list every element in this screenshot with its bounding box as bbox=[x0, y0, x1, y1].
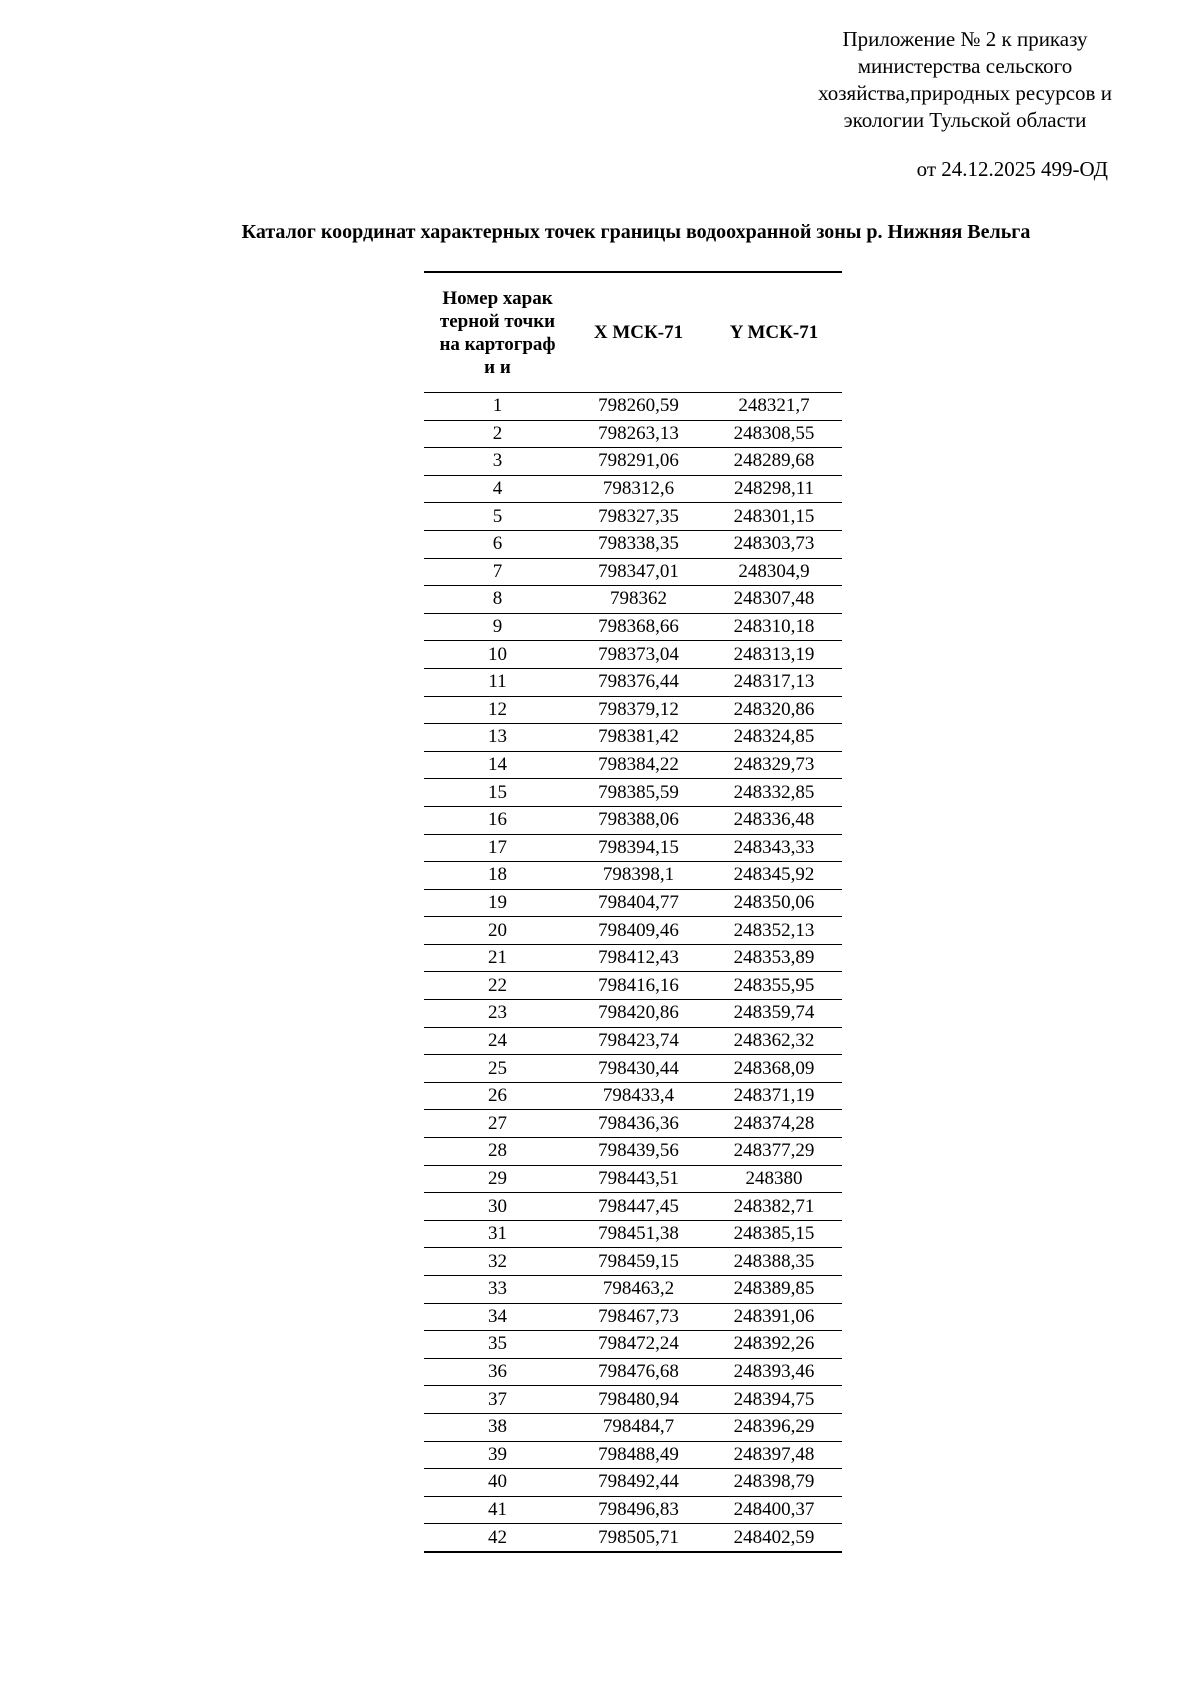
point-number-cell: 36 bbox=[424, 1358, 571, 1386]
point-number-cell: 29 bbox=[424, 1165, 571, 1193]
table-row bbox=[424, 1027, 842, 1055]
appendix-header-line: Приложение № 2 к приказу bbox=[842, 27, 1088, 51]
x-coordinate-cell: 798496,83 bbox=[571, 1496, 706, 1524]
coordinates-table bbox=[424, 271, 842, 1553]
table-row bbox=[424, 1082, 842, 1110]
table-header-row bbox=[424, 272, 842, 393]
y-coordinate-cell: 248368,09 bbox=[706, 1055, 842, 1083]
x-coordinate-cell: 798484,7 bbox=[571, 1413, 706, 1441]
point-number-cell: 34 bbox=[424, 1303, 571, 1331]
table-row bbox=[424, 1220, 842, 1248]
y-coordinate-cell: 248321,7 bbox=[706, 393, 842, 421]
table-row bbox=[424, 1441, 842, 1469]
x-coordinate-cell: 798388,06 bbox=[571, 806, 706, 834]
y-coordinate-cell: 248400,37 bbox=[706, 1496, 842, 1524]
y-coordinate-cell: 248345,92 bbox=[706, 862, 842, 890]
y-coordinate-cell: 248374,28 bbox=[706, 1110, 842, 1138]
point-number-cell: 32 bbox=[424, 1248, 571, 1276]
table-row bbox=[424, 834, 842, 862]
table-row bbox=[424, 889, 842, 917]
table-row bbox=[424, 1248, 842, 1276]
y-coordinate-cell: 248392,26 bbox=[706, 1331, 842, 1359]
x-coordinate-cell: 798439,56 bbox=[571, 1138, 706, 1166]
y-coordinate-cell: 248317,13 bbox=[706, 668, 842, 696]
table-row bbox=[424, 1165, 842, 1193]
table-row bbox=[424, 1110, 842, 1138]
appendix-header-line: экологии Тульской области bbox=[843, 108, 1087, 132]
table-row bbox=[424, 917, 842, 945]
y-coordinate-cell: 248402,59 bbox=[733, 1526, 815, 1548]
x-coordinate-cell: 798463,2 bbox=[571, 1276, 706, 1304]
coordinates-table-body bbox=[424, 393, 842, 1552]
table-row bbox=[424, 1386, 842, 1414]
y-coordinate-cell: 248377,29 bbox=[706, 1138, 842, 1166]
x-coordinate-cell: 798404,77 bbox=[571, 889, 706, 917]
x-coordinate-cell: 798412,43 bbox=[571, 944, 706, 972]
point-number-cell: 41 bbox=[424, 1496, 571, 1524]
table-row bbox=[424, 1000, 842, 1028]
y-coordinate-cell: 248388,35 bbox=[706, 1248, 842, 1276]
x-coordinate-cell: 798394,15 bbox=[571, 834, 706, 862]
x-coordinate-cell: 798416,16 bbox=[571, 972, 706, 1000]
x-coordinate-cell: 798260,59 bbox=[571, 393, 706, 421]
table-row bbox=[424, 1303, 842, 1331]
point-number-cell: 42 bbox=[488, 1526, 507, 1548]
point-number-cell: 20 bbox=[424, 917, 571, 945]
point-number-cell: 3 bbox=[424, 448, 571, 476]
point-number-cell: 35 bbox=[424, 1331, 571, 1359]
x-coordinate-cell: 798420,86 bbox=[571, 1000, 706, 1028]
x-coordinate-cell: 798291,06 bbox=[571, 448, 706, 476]
table-row bbox=[424, 503, 842, 531]
table-row bbox=[424, 1496, 842, 1524]
point-number-cell: 17 bbox=[424, 834, 571, 862]
table-row bbox=[424, 420, 842, 448]
y-coordinate-cell: 248289,68 bbox=[706, 448, 842, 476]
document-title: Каталог координат характерных точек границы водоохранной зоны р. Нижняя Вельга bbox=[241, 221, 1031, 243]
point-number-cell: 16 bbox=[424, 806, 571, 834]
appendix-header-line: хозяйства,природных ресурсов и bbox=[818, 81, 1112, 105]
table-row bbox=[424, 779, 842, 807]
point-number-cell: 24 bbox=[424, 1027, 571, 1055]
appendix-header-line: министерства сельского bbox=[857, 54, 1073, 78]
y-coordinate-cell: 248397,48 bbox=[706, 1441, 842, 1469]
table-row bbox=[424, 862, 842, 890]
table-row bbox=[424, 1276, 842, 1304]
table-row bbox=[424, 558, 842, 586]
y-coordinate-cell: 248304,9 bbox=[706, 558, 842, 586]
table-row bbox=[424, 1055, 842, 1083]
x-coordinate-cell: 798312,6 bbox=[571, 475, 706, 503]
x-coordinate-cell: 798505,71 bbox=[598, 1526, 679, 1548]
table-row bbox=[424, 1413, 842, 1441]
x-coordinate-cell: 798436,36 bbox=[571, 1110, 706, 1138]
point-number-cell: 33 bbox=[424, 1276, 571, 1304]
table-row bbox=[424, 806, 842, 834]
point-number-cell: 4 bbox=[424, 475, 571, 503]
y-coordinate-cell: 248310,18 bbox=[706, 613, 842, 641]
x-coordinate-cell: 798488,49 bbox=[571, 1441, 706, 1469]
x-coordinate-cell: 798451,38 bbox=[571, 1220, 706, 1248]
point-number-cell: 37 bbox=[424, 1386, 571, 1414]
point-number-cell: 9 bbox=[424, 613, 571, 641]
x-coordinate-cell: 798362 bbox=[571, 586, 706, 614]
point-number-cell: 6 bbox=[424, 530, 571, 558]
table-row bbox=[424, 530, 842, 558]
x-coordinate-cell: 798447,45 bbox=[571, 1193, 706, 1221]
x-coordinate-cell: 798379,12 bbox=[571, 696, 706, 724]
y-coordinate-cell: 248307,48 bbox=[706, 586, 842, 614]
y-coordinate-cell: 248391,06 bbox=[706, 1303, 842, 1331]
x-coordinate-cell: 798443,51 bbox=[571, 1165, 706, 1193]
x-coordinate-cell: 798327,35 bbox=[571, 503, 706, 531]
y-coordinate-cell: 248382,71 bbox=[706, 1193, 842, 1221]
table-row bbox=[424, 1524, 842, 1552]
table-row bbox=[424, 668, 842, 696]
y-coordinate-cell: 248396,29 bbox=[706, 1413, 842, 1441]
point-number-cell: 5 bbox=[424, 503, 571, 531]
y-coordinate-cell: 248385,15 bbox=[706, 1220, 842, 1248]
point-number-cell: 8 bbox=[424, 586, 571, 614]
y-coordinate-cell: 248336,48 bbox=[706, 806, 842, 834]
column-header-x: X МСК-71 bbox=[571, 272, 706, 393]
point-number-cell: 22 bbox=[424, 972, 571, 1000]
table-row bbox=[424, 475, 842, 503]
y-coordinate-cell: 248329,73 bbox=[706, 751, 842, 779]
point-number-cell: 23 bbox=[424, 1000, 571, 1028]
y-coordinate-cell: 248320,86 bbox=[706, 696, 842, 724]
table-row bbox=[424, 972, 842, 1000]
table-row bbox=[424, 1331, 842, 1359]
point-number-cell: 27 bbox=[424, 1110, 571, 1138]
point-number-cell: 31 bbox=[424, 1220, 571, 1248]
point-number-cell: 39 bbox=[424, 1441, 571, 1469]
y-coordinate-cell: 248380 bbox=[706, 1165, 842, 1193]
point-number-cell: 1 bbox=[424, 393, 571, 421]
point-number-cell: 19 bbox=[424, 889, 571, 917]
point-number-cell: 18 bbox=[424, 862, 571, 890]
y-coordinate-cell: 248371,19 bbox=[706, 1082, 842, 1110]
point-number-cell: 12 bbox=[424, 696, 571, 724]
y-coordinate-cell: 248313,19 bbox=[706, 641, 842, 669]
x-coordinate-cell: 798338,35 bbox=[571, 530, 706, 558]
y-coordinate-cell: 248353,89 bbox=[706, 944, 842, 972]
y-coordinate-cell: 248398,79 bbox=[706, 1469, 842, 1497]
x-coordinate-cell: 798492,44 bbox=[571, 1469, 706, 1497]
point-number-cell: 15 bbox=[424, 779, 571, 807]
point-number-cell: 25 bbox=[424, 1055, 571, 1083]
y-coordinate-cell: 248332,85 bbox=[706, 779, 842, 807]
table-row bbox=[424, 751, 842, 779]
x-coordinate-cell: 798423,74 bbox=[571, 1027, 706, 1055]
y-coordinate-cell: 248350,06 bbox=[706, 889, 842, 917]
y-coordinate-cell: 248298,11 bbox=[706, 475, 842, 503]
x-coordinate-cell: 798384,22 bbox=[571, 751, 706, 779]
y-coordinate-cell: 248324,85 bbox=[706, 724, 842, 752]
x-coordinate-cell: 798472,24 bbox=[571, 1331, 706, 1359]
table-row bbox=[424, 724, 842, 752]
point-number-cell: 28 bbox=[424, 1138, 571, 1166]
y-coordinate-cell: 248393,46 bbox=[706, 1358, 842, 1386]
x-coordinate-cell: 798459,15 bbox=[571, 1248, 706, 1276]
column-header-point-number: Номер характерной точки на картографи и bbox=[424, 272, 571, 393]
x-coordinate-cell: 798373,04 bbox=[571, 641, 706, 669]
table-row bbox=[424, 448, 842, 476]
x-coordinate-cell: 798433,4 bbox=[571, 1082, 706, 1110]
table-row bbox=[424, 586, 842, 614]
y-coordinate-cell: 248303,73 bbox=[706, 530, 842, 558]
point-number-cell: 10 bbox=[424, 641, 571, 669]
table-row bbox=[424, 641, 842, 669]
x-coordinate-cell: 798398,1 bbox=[571, 862, 706, 890]
x-coordinate-cell: 798409,46 bbox=[571, 917, 706, 945]
x-coordinate-cell: 798480,94 bbox=[571, 1386, 706, 1414]
point-number-cell: 13 bbox=[424, 724, 571, 752]
point-number-cell: 14 bbox=[424, 751, 571, 779]
table-row bbox=[424, 696, 842, 724]
table-row bbox=[424, 1193, 842, 1221]
point-number-cell: 2 bbox=[424, 420, 571, 448]
x-coordinate-cell: 798376,44 bbox=[571, 668, 706, 696]
table-row bbox=[424, 1469, 842, 1497]
y-coordinate-cell: 248343,33 bbox=[706, 834, 842, 862]
point-number-cell: 26 bbox=[424, 1082, 571, 1110]
y-coordinate-cell: 248308,55 bbox=[706, 420, 842, 448]
x-coordinate-cell: 798347,01 bbox=[571, 558, 706, 586]
point-number-cell: 21 bbox=[424, 944, 571, 972]
y-coordinate-cell: 248362,32 bbox=[706, 1027, 842, 1055]
x-coordinate-cell: 798467,73 bbox=[571, 1303, 706, 1331]
table-row bbox=[424, 613, 842, 641]
point-number-cell: 38 bbox=[424, 1413, 571, 1441]
y-coordinate-cell: 248359,74 bbox=[706, 1000, 842, 1028]
point-number-cell: 7 bbox=[424, 558, 571, 586]
x-coordinate-cell: 798430,44 bbox=[571, 1055, 706, 1083]
y-coordinate-cell: 248394,75 bbox=[706, 1386, 842, 1414]
table-row bbox=[424, 393, 842, 421]
table-row bbox=[424, 1358, 842, 1386]
appendix-header bbox=[790, 26, 1140, 134]
point-number-cell: 11 bbox=[424, 668, 571, 696]
x-coordinate-cell: 798381,42 bbox=[571, 724, 706, 752]
y-coordinate-cell: 248355,95 bbox=[706, 972, 842, 1000]
y-coordinate-cell: 248301,15 bbox=[706, 503, 842, 531]
y-coordinate-cell: 248352,13 bbox=[706, 917, 842, 945]
x-coordinate-cell: 798476,68 bbox=[571, 1358, 706, 1386]
point-number-cell: 30 bbox=[424, 1193, 571, 1221]
x-coordinate-cell: 798368,66 bbox=[571, 613, 706, 641]
table-row bbox=[424, 944, 842, 972]
table-row bbox=[424, 1138, 842, 1166]
y-coordinate-cell: 248389,85 bbox=[706, 1276, 842, 1304]
x-coordinate-cell: 798385,59 bbox=[571, 779, 706, 807]
column-header-y: Y МСК-71 bbox=[706, 272, 842, 393]
x-coordinate-cell: 798263,13 bbox=[571, 420, 706, 448]
order-date: от 24.12.2025 499-ОД bbox=[916, 157, 1108, 181]
point-number-cell: 40 bbox=[424, 1469, 571, 1497]
